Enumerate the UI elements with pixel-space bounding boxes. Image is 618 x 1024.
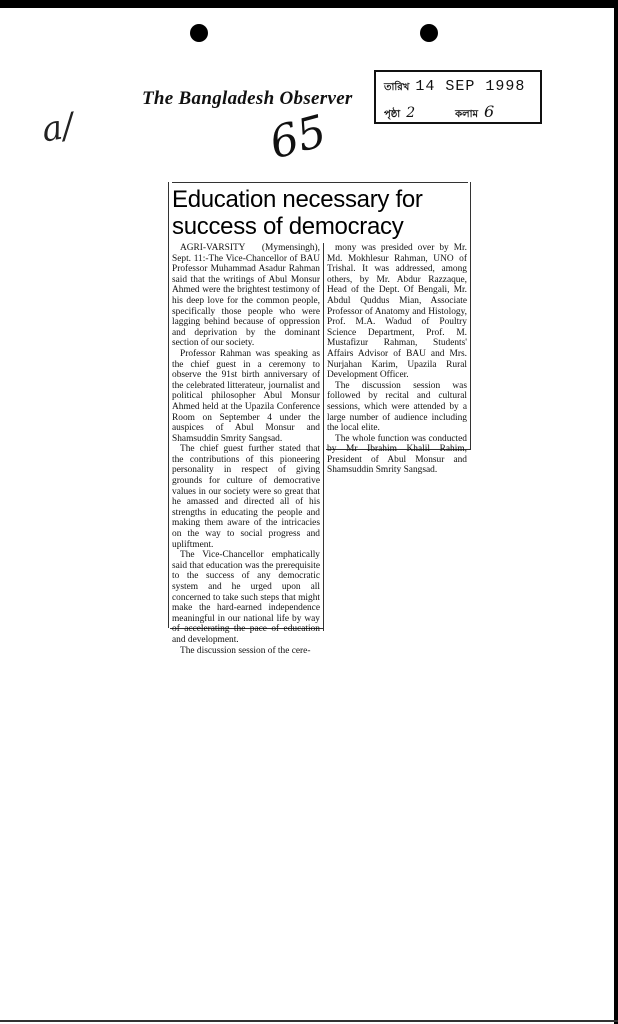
stamp-date-row — [384, 78, 525, 97]
article-column-1 — [172, 243, 320, 656]
scan-right-border — [614, 0, 618, 1024]
clipping-top-edge — [172, 182, 468, 183]
headline-line-2: success of democracy — [172, 213, 404, 240]
article-paragraph: mony was presided over by Mr. Md. Mokhlesur Rahman, UNO of Trishal. It was addressed, among others, by Mr. Abdur Razzaque, Head of the Dept. Of Bengali, Mr. Abdul Quddus Mian, Associate Professor of Anatomy and Histology, Prof. M.A. Wadud of Poultry Science Department, Prof. M. Mustafizur Rahman, Students' Affairs Advisor of BAU and Mrs. Nurjahan Karim, Upazila Rural Development Officer. — [327, 243, 467, 381]
article-paragraph: The chief guest further stated that the contributions of this pioneering personality in respect of giving grounds for culture of democrative values in our society were so great that he amassed and directed all of his strengths in educating the people and making them aware of the intricacies on the way to social progress and upliftment. — [172, 444, 320, 550]
handwritten-margin-mark: a/ — [38, 105, 77, 151]
stamp-page-row — [384, 102, 494, 124]
clipping-right-edge — [470, 182, 471, 450]
clipping-left-edge — [168, 182, 169, 628]
handwritten-page-number: 65 — [264, 105, 332, 170]
scan-bottom-edge — [0, 1020, 618, 1022]
stamp-page-value: 2 — [406, 105, 416, 121]
headline-line-1: Education necessary for — [172, 186, 423, 213]
stamp-column-value: 6 — [484, 102, 495, 121]
article-paragraph: AGRI-VARSITY (Mymensingh), Sept. 11:-The Vice-Chancellor of BAU Professor Muhammad Asadur Rahman said that the writings of Abul Monsur Ahmed were the brightest testimony of his deep love for the common people, specifically those people who were lagging behind because of oppression and deprivation by the dominant section of our society. — [172, 243, 320, 349]
scan-top-border — [0, 0, 618, 8]
archive-date-stamp — [374, 70, 542, 124]
column-divider — [323, 243, 324, 631]
article-paragraph: The Vice-Chancellor emphatically said that education was the prerequisite to the success of any democratic system and he urged upon all concerned to take such steps that might make the hard-earned independence meaningful in our national life by way of accelerating the pace of education and development. — [172, 550, 320, 645]
punch-hole-right — [420, 24, 438, 42]
stamp-date-label: তারিখ — [384, 82, 410, 93]
newspaper-masthead: The Bangladesh Observer — [142, 88, 353, 109]
article-paragraph: The whole function was conducted by Mr Ibrahim Khalil Rahim, President of Abul Monsur and Shamsuddin Smrity Sangsad. — [327, 433, 467, 476]
article-paragraph: The discussion session of the cere- — [180, 645, 311, 656]
stamp-page-label: পৃষ্ঠা — [384, 109, 401, 120]
stamp-date-value: 14 SEP 1998 — [415, 78, 526, 95]
article-headline — [172, 186, 462, 240]
article-paragraph: Professor Rahman was speaking as the chief guest in a ceremony to observe the 91st birth anniversary of the celebrated litterateur, journalist and political philosopher Abul Monsur Ahmed held at the Upazila Conference Room on September 4 under the auspices of Abul Monsur and Shamsuddin Smrity Sangsad. — [172, 348, 320, 444]
article-paragraph: The discussion session was followed by recital and cultural sessions, which were attended by a large number of audience including the local elite. — [327, 380, 467, 434]
stamp-column-label: কলাম — [455, 109, 479, 120]
punch-hole-left — [190, 24, 208, 42]
article-column-2 — [327, 243, 467, 476]
